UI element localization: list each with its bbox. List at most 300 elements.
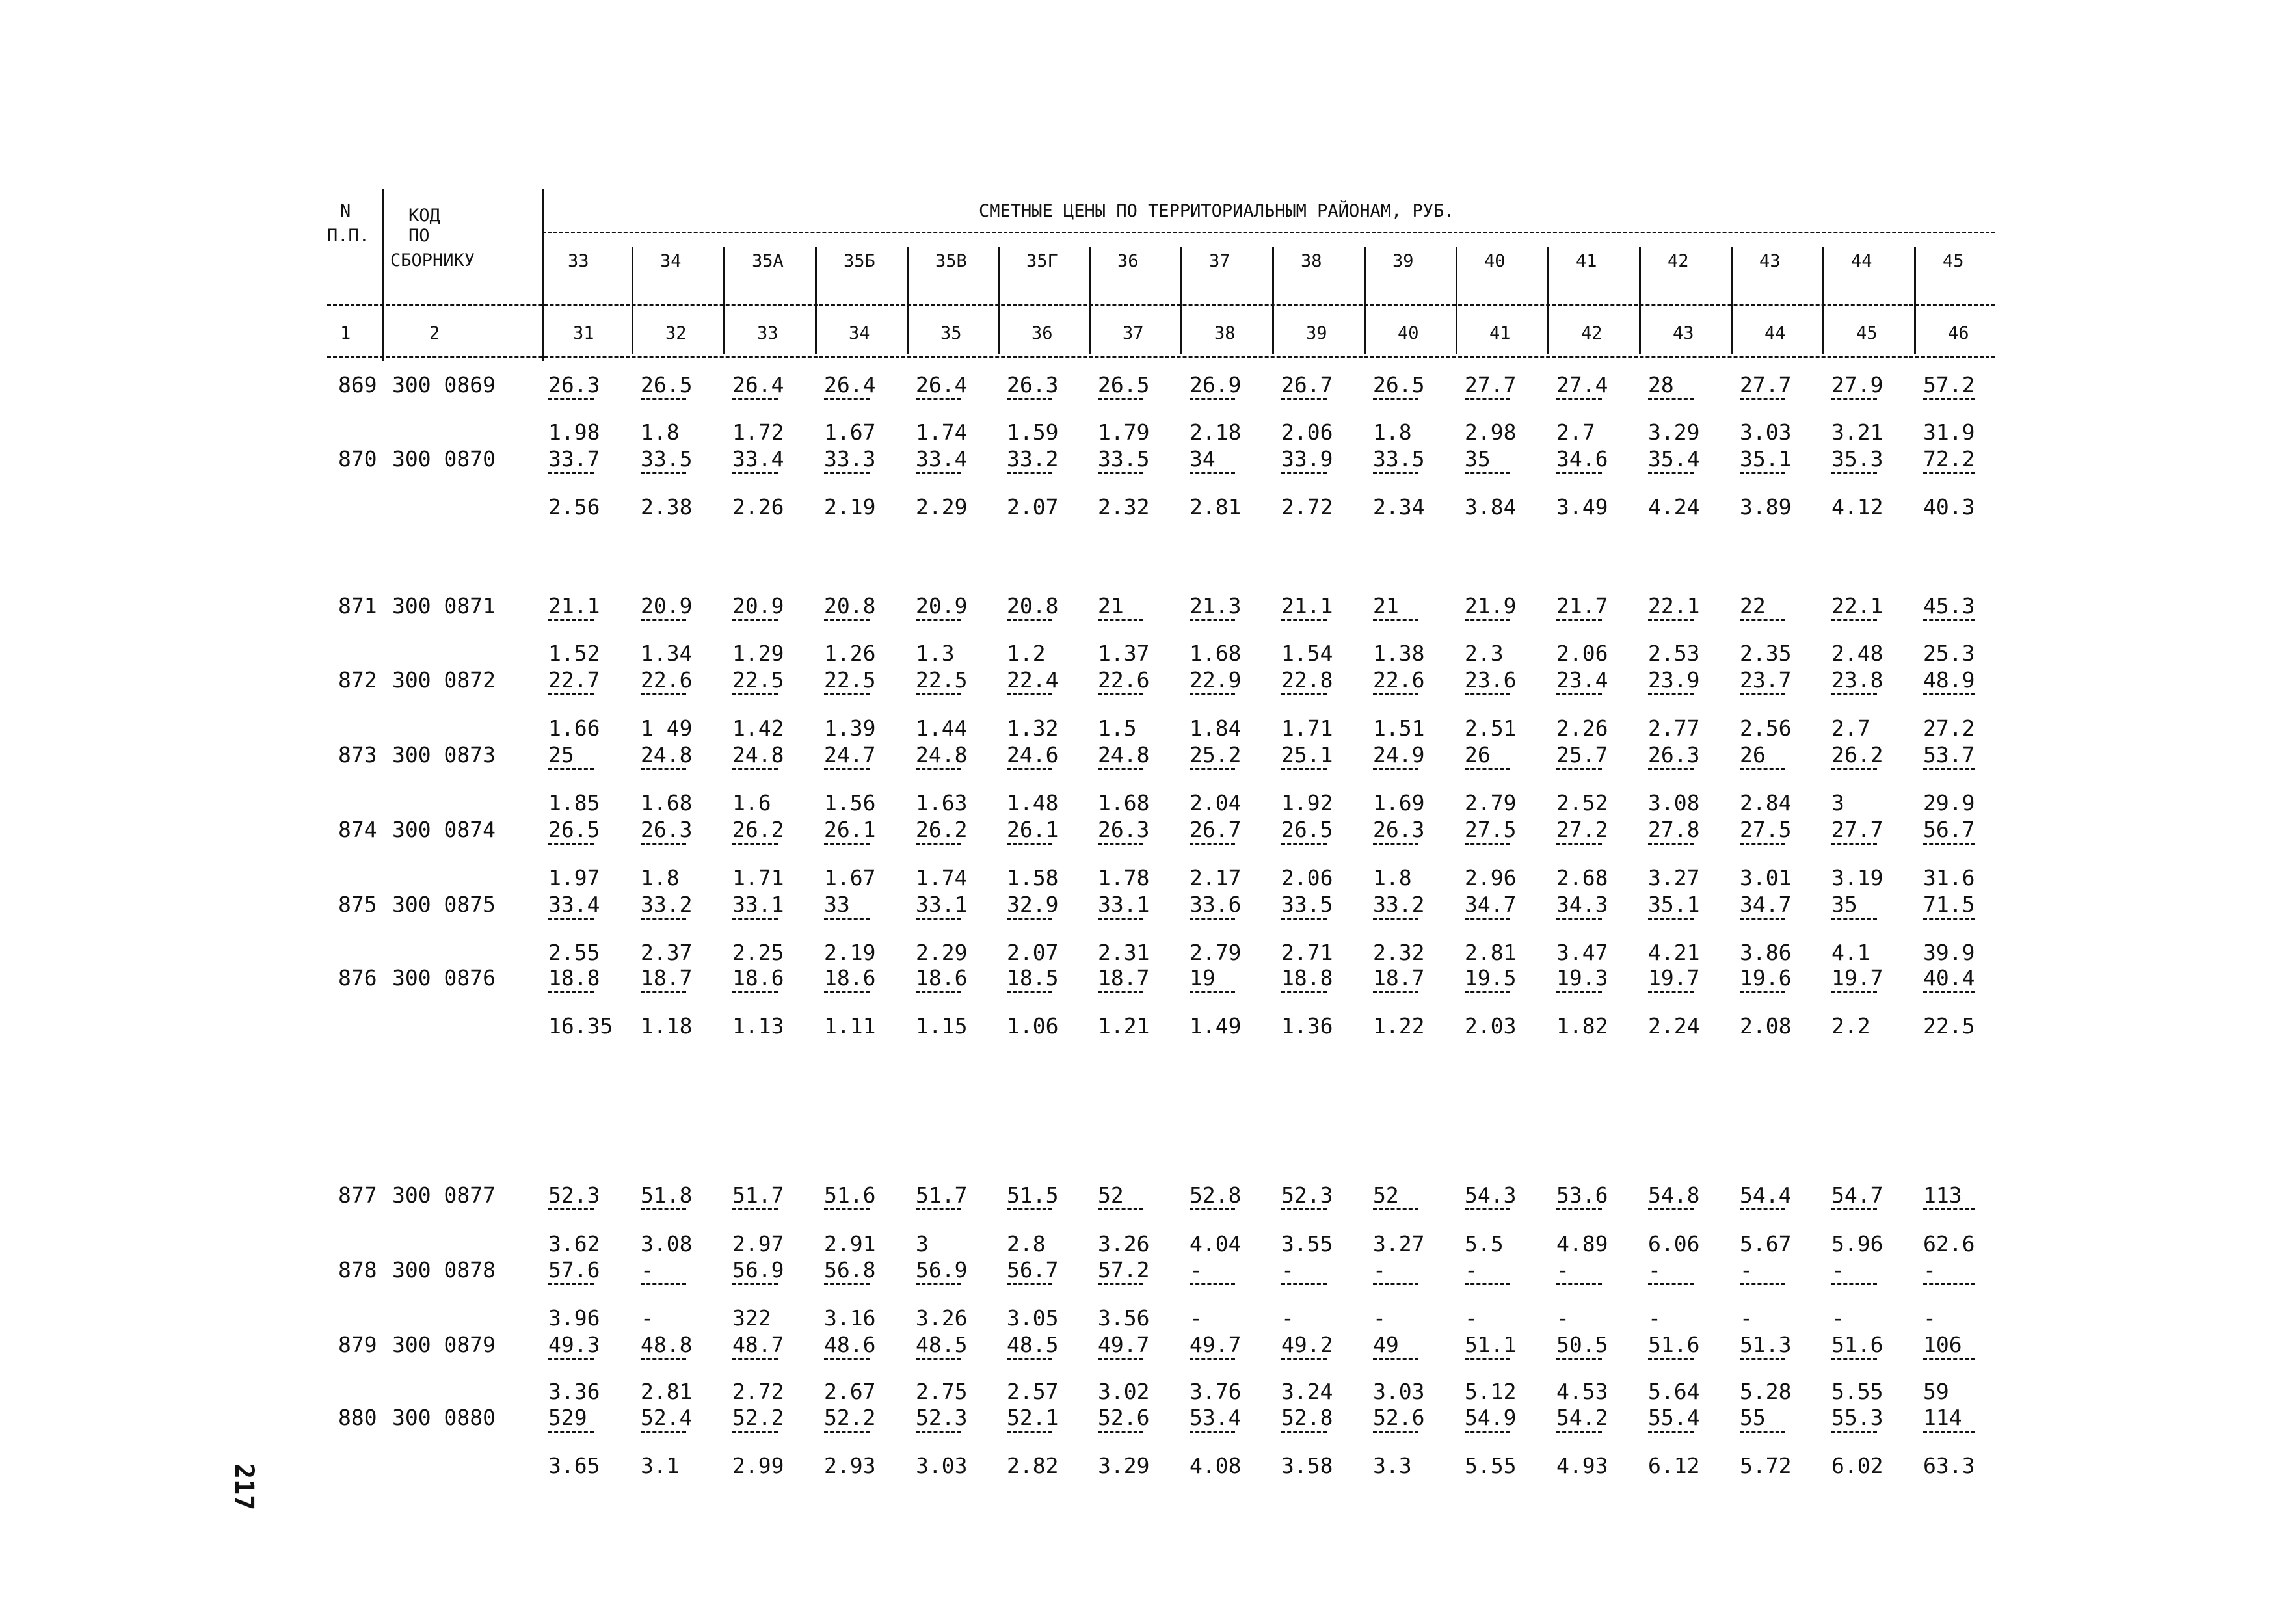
price-cell: 4.24 — [1648, 494, 1700, 520]
price-cell: 5.55 — [1831, 1379, 1883, 1404]
row-number: 874 — [338, 817, 377, 842]
fraction-bar — [732, 768, 778, 770]
fraction-bar — [916, 1283, 961, 1285]
fraction-bar — [1373, 918, 1418, 920]
price-cell: 22 — [1740, 593, 1766, 619]
price-cell: 52.3 — [548, 1182, 600, 1208]
fraction-bar — [1190, 693, 1235, 695]
fraction-bar — [1007, 768, 1052, 770]
price-cell: 22.1 — [1831, 593, 1883, 619]
price-cell: 26.5 — [641, 372, 693, 397]
price-cell: 52.6 — [1373, 1405, 1425, 1430]
price-cell: 3.21 — [1831, 419, 1883, 445]
fraction-bar — [1190, 1208, 1235, 1210]
price-cell: 59 — [1923, 1379, 1949, 1404]
price-cell: 26.3 — [1373, 817, 1425, 842]
price-cell: 26.4 — [916, 372, 968, 397]
price-cell: 26.7 — [1190, 817, 1242, 842]
fraction-bar — [1190, 918, 1235, 920]
price-cell: 34.7 — [1740, 892, 1792, 917]
column-number-cell: 38 — [1214, 323, 1236, 343]
price-cell: 26.3 — [1098, 817, 1150, 842]
fraction-bar — [1831, 619, 1877, 621]
price-cell: 53.6 — [1556, 1182, 1608, 1208]
fraction-bar — [732, 472, 778, 474]
row-number: 873 — [338, 742, 377, 767]
fraction-bar — [641, 918, 686, 920]
fraction-bar — [1923, 843, 1975, 845]
fraction-bar — [548, 843, 594, 845]
column-number-cell: 36 — [1031, 323, 1053, 343]
price-cell: 48.5 — [916, 1332, 968, 1357]
price-cell: 24.8 — [916, 742, 968, 767]
fraction-bar — [824, 843, 870, 845]
region-header-cell: 39 — [1392, 251, 1414, 271]
price-cell: 22.4 — [1007, 667, 1059, 693]
row-number: 877 — [338, 1182, 377, 1208]
fraction-bar — [1373, 843, 1418, 845]
price-cell: 34.3 — [1556, 892, 1608, 917]
price-cell: 2.77 — [1648, 715, 1700, 741]
price-cell: 1 49 — [641, 715, 693, 741]
price-cell: 2.26 — [1556, 715, 1608, 741]
price-cell: 21.1 — [548, 593, 600, 619]
fraction-bar — [1007, 1431, 1052, 1433]
fraction-bar — [1923, 1283, 1975, 1285]
fraction-bar — [1098, 918, 1143, 920]
price-cell: 3.26 — [1098, 1231, 1150, 1257]
fraction-bar — [916, 1431, 961, 1433]
price-cell: 54.4 — [1740, 1182, 1792, 1208]
price-cell: 21 — [1373, 593, 1399, 619]
fraction-bar — [1648, 1283, 1694, 1285]
price-cell: 1.8 — [641, 419, 680, 445]
price-cell: 1.98 — [548, 419, 600, 445]
fraction-bar — [1007, 1283, 1052, 1285]
fraction-bar — [824, 398, 870, 400]
fraction-bar — [1098, 843, 1143, 845]
price-cell: 50.5 — [1556, 1332, 1608, 1357]
fraction-bar — [1465, 1358, 1510, 1360]
column-separator — [632, 247, 633, 354]
price-cell: 27.2 — [1923, 715, 1975, 741]
column-number-cell: 34 — [849, 323, 870, 343]
price-cell: 33.5 — [1281, 892, 1333, 917]
fraction-bar — [1281, 1283, 1327, 1285]
price-cell: 62.6 — [1923, 1231, 1975, 1257]
price-cell: 35.1 — [1648, 892, 1700, 917]
column-number-cell: 44 — [1764, 323, 1786, 343]
price-cell: 2.37 — [641, 940, 693, 965]
row-number: 878 — [338, 1257, 377, 1283]
price-cell: - — [641, 1305, 654, 1331]
fraction-bar — [1465, 472, 1510, 474]
price-cell: 1.8 — [1373, 865, 1412, 890]
price-cell: 35.1 — [1740, 446, 1792, 472]
price-cell: 20.9 — [641, 593, 693, 619]
price-cell: 26.5 — [1281, 817, 1333, 842]
fraction-bar — [1740, 991, 1785, 993]
price-cell: 2.96 — [1465, 865, 1517, 890]
price-cell: 3.26 — [916, 1305, 968, 1331]
price-cell: 33.1 — [732, 892, 784, 917]
fraction-bar — [1281, 1358, 1327, 1360]
region-header-cell: 44 — [1851, 251, 1872, 271]
fraction-bar — [1007, 843, 1052, 845]
price-cell: 1.92 — [1281, 790, 1333, 816]
price-cell: 5.12 — [1465, 1379, 1517, 1404]
price-cell: 26.5 — [548, 817, 600, 842]
price-cell: 3.08 — [1648, 790, 1700, 816]
price-cell: 6.02 — [1831, 1453, 1883, 1478]
price-cell: 34.7 — [1465, 892, 1517, 917]
fraction-bar — [1098, 991, 1143, 993]
price-cell: 49.7 — [1098, 1332, 1150, 1357]
price-cell: 26.3 — [1007, 372, 1059, 397]
price-cell: 18.7 — [641, 965, 693, 991]
fraction-bar — [916, 768, 961, 770]
fraction-bar — [732, 693, 778, 695]
fraction-bar — [1740, 1208, 1785, 1210]
price-cell: 2.99 — [732, 1453, 784, 1478]
fraction-bar — [641, 472, 686, 474]
price-cell: 1.79 — [1098, 419, 1150, 445]
fraction-bar — [1373, 991, 1418, 993]
fraction-bar — [916, 1208, 961, 1210]
fraction-bar — [824, 619, 870, 621]
region-header-cell: 34 — [660, 251, 682, 271]
price-cell: 5.28 — [1740, 1379, 1792, 1404]
price-cell: 3.16 — [824, 1305, 876, 1331]
fraction-bar — [548, 991, 594, 993]
price-cell: 49.3 — [548, 1332, 600, 1357]
price-cell: 33.2 — [1373, 892, 1425, 917]
price-cell: - — [641, 1257, 654, 1283]
price-cell: 53.7 — [1923, 742, 1975, 767]
fraction-bar — [1190, 1283, 1235, 1285]
price-cell: 2.17 — [1190, 865, 1242, 890]
price-cell: 1.97 — [548, 865, 600, 890]
fraction-bar — [732, 918, 778, 920]
price-cell: 1.42 — [732, 715, 784, 741]
price-cell: 2.24 — [1648, 1013, 1700, 1039]
price-cell: 2.72 — [1281, 494, 1333, 520]
price-cell: - — [1190, 1305, 1203, 1331]
fraction-bar — [1923, 472, 1975, 474]
fraction-bar — [1831, 472, 1877, 474]
price-cell: 3.96 — [548, 1305, 600, 1331]
price-cell: 21.3 — [1190, 593, 1242, 619]
price-cell: 52.8 — [1190, 1182, 1242, 1208]
fraction-bar — [1007, 693, 1052, 695]
price-cell: 1.67 — [824, 865, 876, 890]
row-number: 869 — [338, 372, 377, 397]
price-cell: 3.02 — [1098, 1379, 1150, 1404]
price-cell: 22.5 — [916, 667, 968, 693]
fraction-bar — [1556, 991, 1602, 993]
price-cell: 3.03 — [1373, 1379, 1425, 1404]
column-number-cell: 33 — [757, 323, 778, 343]
price-cell: 3.84 — [1465, 494, 1517, 520]
price-cell: 23.6 — [1465, 667, 1517, 693]
fraction-bar — [824, 1431, 870, 1433]
fraction-bar — [1373, 768, 1418, 770]
price-cell: 1.54 — [1281, 641, 1333, 666]
price-cell: 3.24 — [1281, 1379, 1333, 1404]
fraction-bar — [1740, 1431, 1785, 1433]
price-cell: 25.3 — [1923, 641, 1975, 666]
price-cell: 1.37 — [1098, 641, 1150, 666]
row-code: 300 0874 — [392, 817, 496, 842]
fraction-bar — [1281, 918, 1327, 920]
price-cell: 1.66 — [548, 715, 600, 741]
price-cell: 27.5 — [1740, 817, 1792, 842]
price-cell: 2.81 — [1190, 494, 1242, 520]
price-cell: 26.3 — [1648, 742, 1700, 767]
price-cell: 72.2 — [1923, 446, 1975, 472]
fraction-bar — [641, 768, 686, 770]
price-cell: 18.7 — [1373, 965, 1425, 991]
fraction-bar — [1831, 768, 1877, 770]
fraction-bar — [1923, 693, 1975, 695]
price-cell: 24.8 — [1098, 742, 1150, 767]
price-cell: 26.5 — [1373, 372, 1425, 397]
price-cell: 2.3 — [1465, 641, 1504, 666]
fraction-bar — [548, 1283, 594, 1285]
region-header-cell: 40 — [1484, 251, 1506, 271]
fraction-bar — [1281, 991, 1327, 993]
price-cell: 2.55 — [548, 940, 600, 965]
row-number: 872 — [338, 667, 377, 693]
price-cell: 56.7 — [1923, 817, 1975, 842]
header-rule-3 — [327, 356, 1995, 358]
fraction-bar — [1923, 768, 1975, 770]
fraction-bar — [548, 1208, 594, 1210]
price-cell: 2.18 — [1190, 419, 1242, 445]
price-cell: - — [1373, 1257, 1386, 1283]
price-cell: 3.03 — [916, 1453, 968, 1478]
price-cell: 25.1 — [1281, 742, 1333, 767]
fraction-bar — [1373, 693, 1418, 695]
fraction-bar — [641, 1358, 686, 1360]
fraction-bar — [1007, 398, 1052, 400]
fraction-bar — [824, 1358, 870, 1360]
price-cell: 39.9 — [1923, 940, 1975, 965]
price-cell: 33.4 — [732, 446, 784, 472]
price-cell: - — [1923, 1305, 1936, 1331]
price-cell: 3.86 — [1740, 940, 1792, 965]
fraction-bar — [1281, 619, 1327, 621]
price-cell: 56.7 — [1007, 1257, 1059, 1283]
price-cell: 34 — [1190, 446, 1216, 472]
price-cell: 2.06 — [1281, 865, 1333, 890]
fraction-bar — [548, 1358, 594, 1360]
fraction-bar — [1923, 398, 1975, 400]
row-code: 300 0875 — [392, 892, 496, 917]
price-cell: 26.3 — [548, 372, 600, 397]
price-cell: 52.8 — [1281, 1405, 1333, 1430]
price-cell: 2.29 — [916, 940, 968, 965]
price-cell: 4.53 — [1556, 1379, 1608, 1404]
row-number: 870 — [338, 446, 377, 472]
fraction-bar — [1465, 768, 1510, 770]
price-cell: 51.7 — [916, 1182, 968, 1208]
price-cell: 1.67 — [824, 419, 876, 445]
price-cell: 24.9 — [1373, 742, 1425, 767]
price-cell: 1.15 — [916, 1013, 968, 1039]
price-cell: 1.3 — [916, 641, 955, 666]
price-cell: 1.13 — [732, 1013, 784, 1039]
fraction-bar — [732, 1431, 778, 1433]
fraction-bar — [641, 1431, 686, 1433]
price-cell: 3.55 — [1281, 1231, 1333, 1257]
price-cell: 21 — [1098, 593, 1124, 619]
price-cell: 1.8 — [641, 865, 680, 890]
price-cell: 1.74 — [916, 865, 968, 890]
price-cell: 32.9 — [1007, 892, 1059, 917]
fraction-bar — [1648, 398, 1694, 400]
fraction-bar — [1373, 619, 1418, 621]
price-cell: 52.6 — [1098, 1405, 1150, 1430]
fraction-bar — [916, 991, 961, 993]
header-code-3: СБОРНИКУ — [390, 250, 475, 271]
fraction-bar — [1098, 1431, 1143, 1433]
price-cell: 55.3 — [1831, 1405, 1883, 1430]
price-cell: 40.3 — [1923, 494, 1975, 520]
price-cell: 51.7 — [732, 1182, 784, 1208]
fraction-bar — [1831, 1283, 1877, 1285]
fraction-bar — [548, 693, 594, 695]
price-cell: 4.93 — [1556, 1453, 1608, 1478]
price-cell: 34.6 — [1556, 446, 1608, 472]
price-cell: 20.9 — [732, 593, 784, 619]
row-code: 300 0880 — [392, 1405, 496, 1430]
price-cell: 2.67 — [824, 1379, 876, 1404]
fraction-bar — [1098, 693, 1143, 695]
fraction-bar — [1098, 472, 1143, 474]
price-cell: 54.2 — [1556, 1405, 1608, 1430]
price-cell: 2.25 — [732, 940, 784, 965]
header-title: СМЕТНЫЕ ЦЕНЫ ПО ТЕРРИТОРИАЛЬНЫМ РАЙОНАМ, РУБ. — [979, 201, 1455, 221]
column-number-cell: 43 — [1673, 323, 1694, 343]
price-cell: 2.07 — [1007, 940, 1059, 965]
price-cell: 2.71 — [1281, 940, 1333, 965]
price-cell: 51.6 — [1648, 1332, 1700, 1357]
column-number-cell: 35 — [940, 323, 962, 343]
price-cell: 22.8 — [1281, 667, 1333, 693]
price-cell: 21.7 — [1556, 593, 1608, 619]
price-cell: 2.26 — [732, 494, 784, 520]
price-cell: 1.8 — [1373, 419, 1412, 445]
fraction-bar — [641, 1283, 686, 1285]
column-separator — [1180, 247, 1182, 354]
column-separator — [1914, 247, 1916, 354]
price-cell: 55.4 — [1648, 1405, 1700, 1430]
price-cell: 51.5 — [1007, 1182, 1059, 1208]
price-cell: 3.03 — [1740, 419, 1792, 445]
price-cell: 26.9 — [1190, 372, 1242, 397]
row-code: 300 0878 — [392, 1257, 496, 1283]
fraction-bar — [1923, 1208, 1975, 1210]
price-cell: 24.8 — [732, 742, 784, 767]
fraction-bar — [916, 693, 961, 695]
fraction-bar — [916, 1358, 961, 1360]
price-cell: 18.6 — [732, 965, 784, 991]
row-number: 880 — [338, 1405, 377, 1430]
price-cell: 24.6 — [1007, 742, 1059, 767]
price-cell: 31.6 — [1923, 865, 1975, 890]
price-cell: - — [1923, 1257, 1936, 1283]
price-cell: 3.27 — [1373, 1231, 1425, 1257]
price-cell: 5.72 — [1740, 1453, 1792, 1478]
fraction-bar — [1465, 1431, 1510, 1433]
region-header-cell: 45 — [1943, 251, 1964, 271]
fraction-bar — [1740, 619, 1785, 621]
fraction-bar — [1923, 1431, 1975, 1433]
price-cell: 52.3 — [916, 1405, 968, 1430]
price-cell: 1.34 — [641, 641, 693, 666]
column-separator — [1822, 247, 1824, 354]
price-cell: 18.6 — [916, 965, 968, 991]
price-cell: 2.7 — [1556, 419, 1595, 445]
price-cell: 33 — [824, 892, 850, 917]
row-code: 300 0879 — [392, 1332, 496, 1357]
fraction-bar — [824, 1208, 870, 1210]
price-cell: 24.7 — [824, 742, 876, 767]
price-cell: 33.1 — [916, 892, 968, 917]
region-header-cell: 35Г — [1026, 251, 1058, 271]
price-cell: - — [1740, 1257, 1753, 1283]
price-cell: 4.12 — [1831, 494, 1883, 520]
fraction-bar — [1373, 398, 1418, 400]
column-number-cell: 32 — [665, 323, 687, 343]
fraction-bar — [1281, 1208, 1327, 1210]
price-cell: 1.59 — [1007, 419, 1059, 445]
region-header-cell: 37 — [1209, 251, 1230, 271]
price-cell: 29.9 — [1923, 790, 1975, 816]
price-cell: 22.7 — [548, 667, 600, 693]
price-cell: 3.27 — [1648, 865, 1700, 890]
price-cell: 3.56 — [1098, 1305, 1150, 1331]
price-cell: 1.84 — [1190, 715, 1242, 741]
column-separator — [1731, 247, 1733, 354]
fraction-bar — [1190, 1431, 1235, 1433]
price-cell: 49 — [1373, 1332, 1399, 1357]
price-cell: 51.6 — [824, 1182, 876, 1208]
fraction-bar — [916, 619, 961, 621]
price-cell: 3.65 — [548, 1453, 600, 1478]
price-cell: 1.74 — [916, 419, 968, 445]
price-cell: 529 — [548, 1405, 587, 1430]
fraction-bar — [1007, 918, 1052, 920]
price-cell: - — [1465, 1305, 1478, 1331]
price-cell: 26.1 — [824, 817, 876, 842]
fraction-bar — [1190, 398, 1235, 400]
fraction-bar — [641, 843, 686, 845]
column-separator — [1089, 247, 1091, 354]
price-cell: 1.48 — [1007, 790, 1059, 816]
price-cell: 4.89 — [1556, 1231, 1608, 1257]
fraction-bar — [1098, 1283, 1143, 1285]
fraction-bar — [1740, 918, 1785, 920]
column-number-cell: 42 — [1581, 323, 1603, 343]
fraction-bar — [1740, 693, 1785, 695]
fraction-bar — [1465, 991, 1510, 993]
fraction-bar — [641, 398, 686, 400]
price-cell: 19.7 — [1831, 965, 1883, 991]
price-cell: 35 — [1465, 446, 1491, 472]
fraction-bar — [1556, 619, 1602, 621]
